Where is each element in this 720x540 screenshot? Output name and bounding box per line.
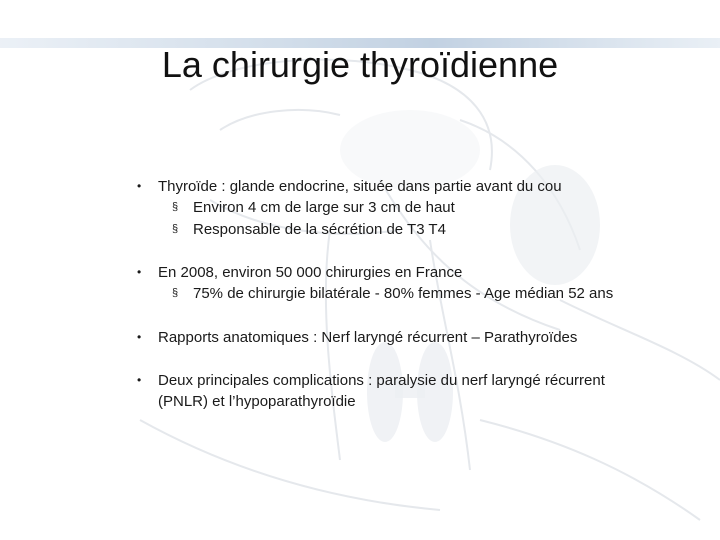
bullet-item <box>137 370 617 412</box>
bullet-group <box>137 370 617 412</box>
sub-bullet-marker: § <box>172 201 179 213</box>
sub-bullet-text: 75% de chirurgie bilatérale - 80% femmes - Age médian 52 ans <box>193 285 614 302</box>
bullet-text: En 2008, environ 50 000 chirurgies en France <box>158 264 463 281</box>
bullet-item <box>137 262 617 283</box>
sub-bullet-marker: § <box>172 222 179 235</box>
sub-bullet-marker: § <box>172 287 179 299</box>
bullet-group <box>137 327 617 348</box>
sub-bullet-item <box>137 283 617 305</box>
bullet-group <box>137 176 617 240</box>
bullet-text: Thyroïde : glande endocrine, située dans partie avant du cou <box>158 178 562 195</box>
sub-bullet-item <box>137 219 617 241</box>
bullet-text: Deux principales complications : paralysie du nerf laryngé récurrent (PNLR) et l’hypoparathyroïdie <box>158 371 605 410</box>
bullet-group <box>137 262 617 305</box>
sub-bullet-text: Responsable de la sécrétion de T3 T4 <box>193 220 446 238</box>
bullet-list <box>137 176 617 434</box>
bullet-marker: • <box>137 265 142 279</box>
bullet-marker: • <box>137 329 142 344</box>
bullet-marker: • <box>137 372 142 387</box>
slide-title: La chirurgie thyroïdienne <box>161 44 559 85</box>
bullet-item <box>137 176 617 197</box>
sub-bullet-item <box>137 197 617 219</box>
bullet-item <box>137 327 617 348</box>
bullet-marker: • <box>137 179 142 193</box>
bullet-text: Rapports anatomiques : Nerf laryngé récurrent – Parathyroïdes <box>158 328 578 346</box>
sub-bullet-text: Environ 4 cm de large sur 3 cm de haut <box>193 199 455 216</box>
